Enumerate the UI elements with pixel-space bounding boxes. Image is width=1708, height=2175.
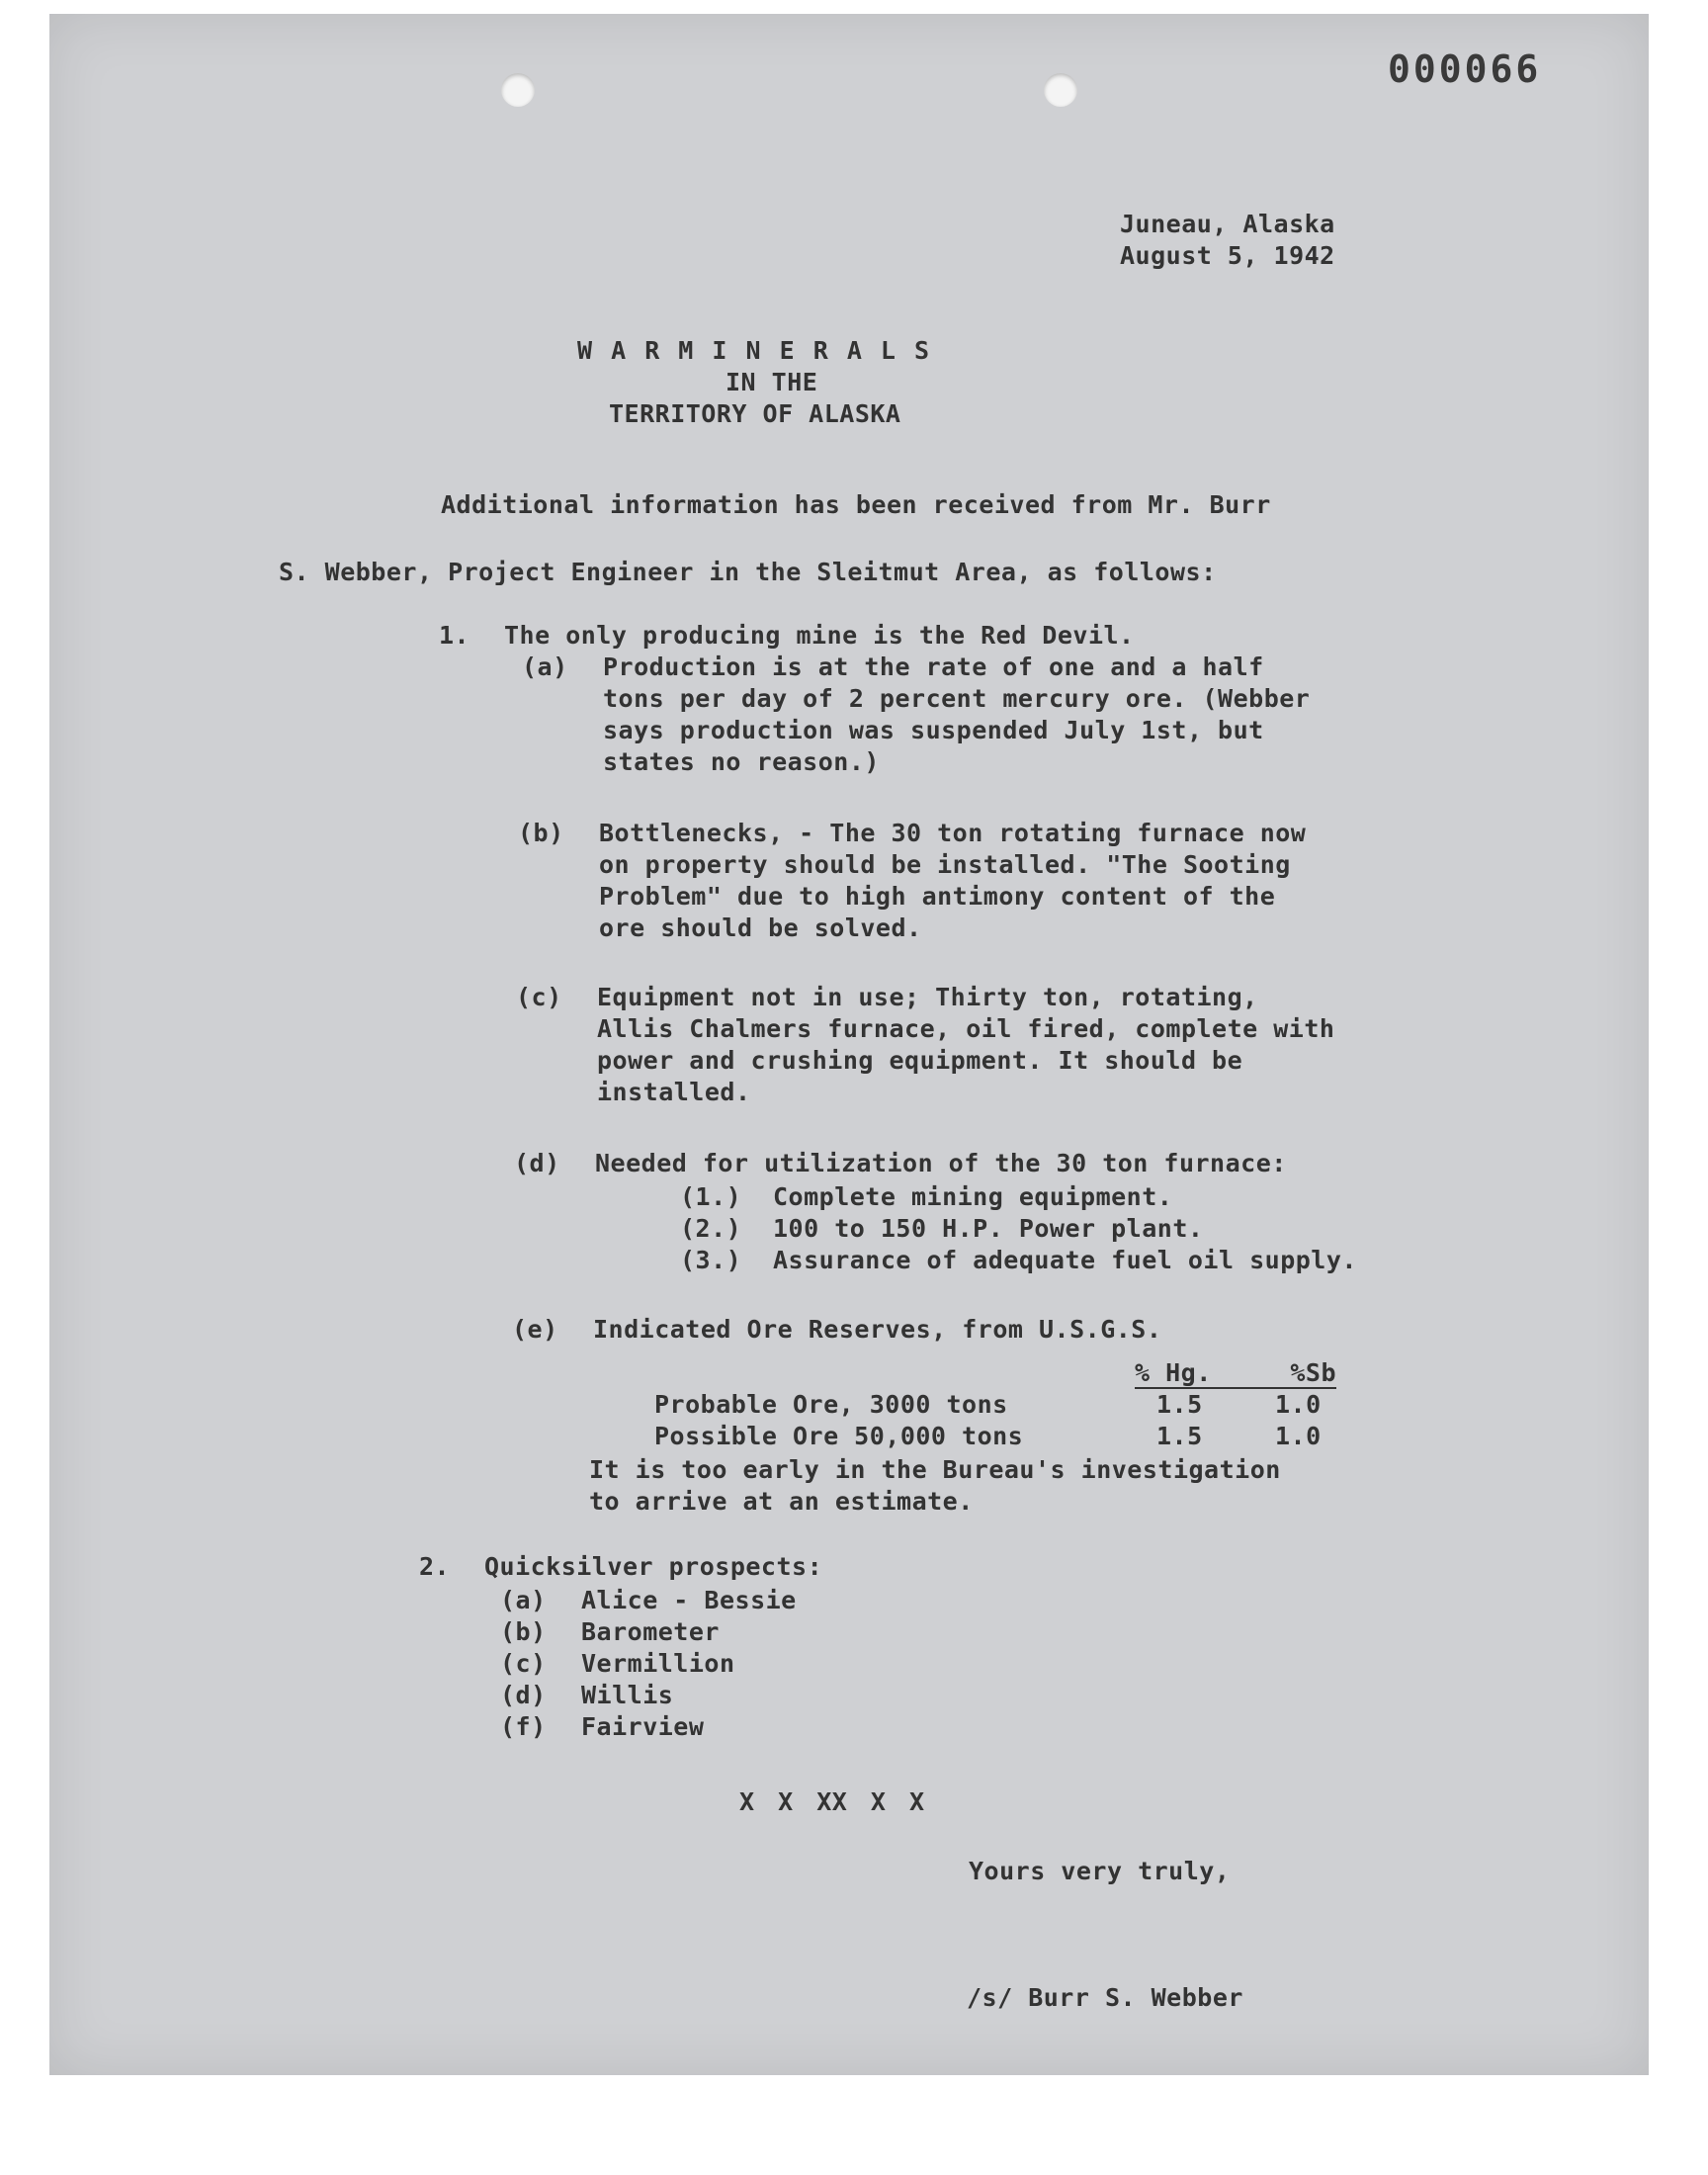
item-1e-label: (e) xyxy=(512,1315,558,1344)
ore-row-hg: 1.5 xyxy=(1156,1390,1203,1419)
prospect-name: Alice - Bessie xyxy=(581,1586,797,1614)
punch-hole-right xyxy=(1044,73,1077,107)
ore-row-hg: 1.5 xyxy=(1156,1422,1203,1450)
item-1a-line: Production is at the rate of one and a half xyxy=(603,652,1264,681)
prospect-label: (d) xyxy=(500,1681,547,1709)
ore-table-header-hg: % Hg. xyxy=(1135,1358,1241,1389)
item-1d-sub-label: (1.) xyxy=(680,1182,742,1211)
item-1-number: 1. xyxy=(439,621,470,650)
section-separator: X X XX X X xyxy=(739,1787,925,1816)
item-2-number: 2. xyxy=(419,1552,451,1581)
item-1c-line: installed. xyxy=(597,1078,751,1106)
prospect-name: Vermillion xyxy=(581,1649,735,1678)
ore-table-header-sb: %Sb xyxy=(1241,1358,1336,1389)
ore-row-sb: 1.0 xyxy=(1275,1422,1322,1450)
ore-note-line-1: It is too early in the Bureau's investigation xyxy=(589,1455,1281,1484)
item-1a-line: states no reason.) xyxy=(603,747,880,776)
ore-row-name: Probable Ore, 3000 tons xyxy=(654,1390,1008,1419)
title-line-1: W A R M I N E R A L S xyxy=(577,336,932,365)
ore-note-line-2: to arrive at an estimate. xyxy=(589,1487,974,1516)
item-1b-label: (b) xyxy=(518,819,564,847)
item-1d-sub-label: (2.) xyxy=(680,1214,742,1243)
item-1b-line: on property should be installed. "The Sooting xyxy=(599,850,1291,879)
item-1b-line: ore should be solved. xyxy=(599,914,922,942)
item-1c-line: Equipment not in use; Thirty ton, rotating, xyxy=(597,983,1258,1011)
item-1c-line: power and crushing equipment. It should be xyxy=(597,1046,1243,1075)
item-1d-sub-label: (3.) xyxy=(680,1246,742,1274)
place: Juneau, Alaska xyxy=(1120,210,1335,238)
document-page xyxy=(49,14,1649,2075)
prospect-name: Barometer xyxy=(581,1617,720,1646)
item-2-text: Quicksilver prospects: xyxy=(484,1552,823,1581)
item-1d-sub-text: Assurance of adequate fuel oil supply. xyxy=(773,1246,1357,1274)
prospect-label: (f) xyxy=(500,1712,547,1741)
item-1b-line: Problem" due to high antimony content of the xyxy=(599,882,1276,911)
intro-line-2: S. Webber, Project Engineer in the Sleitmut Area, as follows: xyxy=(279,558,1217,586)
item-1c-label: (c) xyxy=(516,983,562,1011)
item-1-text: The only producing mine is the Red Devil. xyxy=(504,621,1135,650)
item-1c-line: Allis Chalmers furnace, oil fired, complete with xyxy=(597,1014,1335,1043)
intro-line-1: Additional information has been received from Mr. Burr xyxy=(441,490,1271,519)
signature: /s/ Burr S. Webber xyxy=(967,1983,1243,2012)
prospect-label: (c) xyxy=(500,1649,547,1678)
closing: Yours very truly, xyxy=(969,1857,1231,1885)
prospect-label: (a) xyxy=(500,1586,547,1614)
item-1a-line: says production was suspended July 1st, but xyxy=(603,716,1264,744)
title-line-2: IN THE xyxy=(726,368,818,396)
prospect-label: (b) xyxy=(500,1617,547,1646)
item-1a-line: tons per day of 2 percent mercury ore. (Webber xyxy=(603,684,1311,713)
ore-row-name: Possible Ore 50,000 tons xyxy=(654,1422,1024,1450)
date: August 5, 1942 xyxy=(1120,241,1335,270)
title-line-3: TERRITORY OF ALASKA xyxy=(609,399,901,428)
item-1a-label: (a) xyxy=(522,652,568,681)
punch-hole-left xyxy=(501,73,535,107)
item-1e-text: Indicated Ore Reserves, from U.S.G.S. xyxy=(593,1315,1162,1344)
prospect-name: Fairview xyxy=(581,1712,705,1741)
prospect-name: Willis xyxy=(581,1681,674,1709)
item-1d-sub-text: Complete mining equipment. xyxy=(773,1182,1173,1211)
item-1d-text: Needed for utilization of the 30 ton furnace: xyxy=(595,1149,1287,1177)
item-1d-sub-text: 100 to 150 H.P. Power plant. xyxy=(773,1214,1204,1243)
ore-row-sb: 1.0 xyxy=(1275,1390,1322,1419)
item-1b-line: Bottlenecks, - The 30 ton rotating furnace now xyxy=(599,819,1307,847)
document-number: 000066 xyxy=(1388,47,1542,91)
item-1d-label: (d) xyxy=(514,1149,560,1177)
